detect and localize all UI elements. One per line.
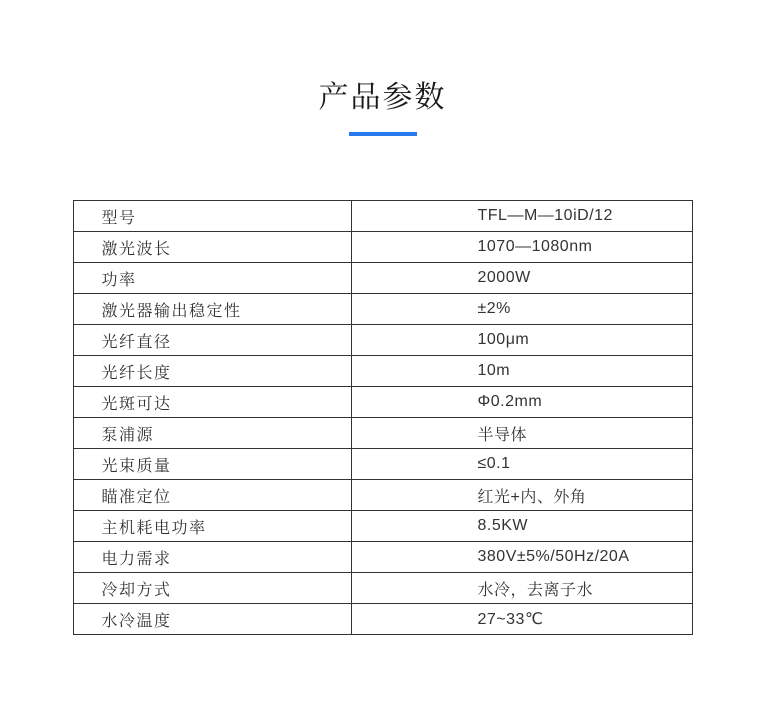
table-row	[73, 325, 692, 356]
param-name-cell: 瞄准定位	[73, 480, 351, 511]
table-row	[73, 201, 692, 232]
param-value-cell: Φ0.2mm	[351, 387, 692, 418]
table-row	[73, 480, 692, 511]
param-value-cell: ±2%	[351, 294, 692, 325]
param-name-cell: 冷却方式	[73, 573, 351, 604]
table-row	[73, 542, 692, 573]
product-spec-table	[73, 200, 693, 635]
title-underline-divider	[349, 132, 417, 136]
param-name-cell: 光纤直径	[73, 325, 351, 356]
table-row	[73, 449, 692, 480]
param-name-cell: 功率	[73, 263, 351, 294]
table-row	[73, 418, 692, 449]
table-row	[73, 604, 692, 635]
param-value-cell: 10m	[351, 356, 692, 387]
table-row	[73, 232, 692, 263]
table-row	[73, 294, 692, 325]
param-value-cell: 27~33℃	[351, 604, 692, 635]
param-value-cell: 1070—1080nm	[351, 232, 692, 263]
param-value-cell: 380V±5%/50Hz/20A	[351, 542, 692, 573]
param-value-cell: 100μm	[351, 325, 692, 356]
param-name-cell: 型号	[73, 201, 351, 232]
table-row	[73, 511, 692, 542]
param-value-cell: ≤0.1	[351, 449, 692, 480]
table-row	[73, 356, 692, 387]
param-value-cell: 2000W	[351, 263, 692, 294]
param-name-cell: 光纤长度	[73, 356, 351, 387]
table-row	[73, 263, 692, 294]
page-title: 产品参数	[318, 81, 447, 114]
param-value-cell: 水冷，去离子水	[351, 573, 692, 604]
param-value-cell: 红光+内、外角	[351, 480, 692, 511]
param-name-cell: 激光波长	[73, 232, 351, 263]
param-name-cell: 电力需求	[73, 542, 351, 573]
param-value-cell: TFL—M—10iD/12	[351, 201, 692, 232]
param-name-cell: 泵浦源	[73, 418, 351, 449]
param-name-cell: 光束质量	[73, 449, 351, 480]
param-name-cell: 主机耗电功率	[73, 511, 351, 542]
param-name-cell: 水冷温度	[73, 604, 351, 635]
param-name-cell: 光斑可达	[73, 387, 351, 418]
table-row	[73, 387, 692, 418]
param-value-cell: 8.5KW	[351, 511, 692, 542]
table-row	[73, 573, 692, 604]
param-value-cell: 半导体	[351, 418, 692, 449]
param-name-cell: 激光器输出稳定性	[73, 294, 351, 325]
